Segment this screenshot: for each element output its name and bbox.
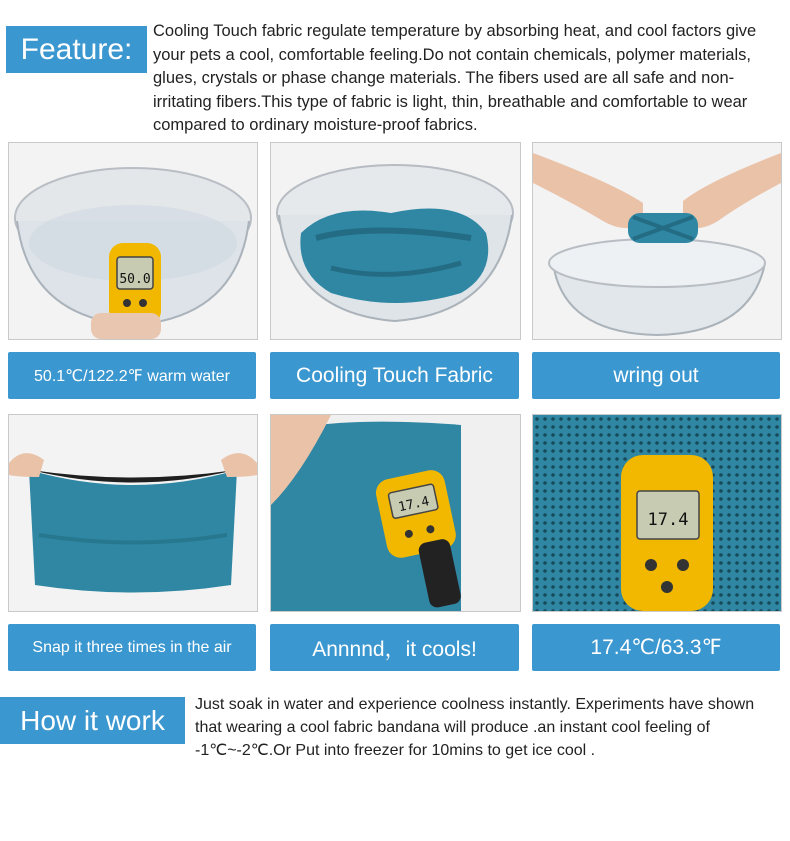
feature-badge — [6, 26, 147, 73]
caption-text: Cooling Touch Fabric — [296, 363, 493, 387]
caption-text: 50.1℃/122.2℉ warm water — [34, 367, 230, 385]
thermometer-reading: 17.4 — [647, 510, 689, 530]
feature-title: Feature: — [20, 32, 133, 66]
caption-cooling-touch-fabric — [270, 352, 519, 399]
photo-thermometer-on-fabric — [270, 414, 521, 612]
caption-text: Annnnd，it cools! — [312, 637, 477, 661]
caption-wring-out — [532, 352, 780, 399]
caption-temperature — [532, 624, 780, 671]
caption-it-cools — [270, 624, 519, 671]
thermometer-reading: 50.0 — [119, 272, 151, 287]
caption-text: 17.4℃/63.3℉ — [590, 636, 722, 659]
caption-warm-water — [8, 352, 256, 399]
photo-warm-water-bowl — [8, 142, 258, 340]
photo-thermometer-closeup — [532, 414, 782, 612]
caption-snap — [8, 624, 256, 671]
how-description: Just soak in water and experience coolness instantly. Experiments have shown that wearing a cool fabric bandana will produce .an instant cool feeling of -1℃~-2℃.Or Put into freezer for 10mins to get ice cool . — [195, 696, 755, 759]
caption-text: Snap it three times in the air — [32, 638, 232, 656]
photo-snap-fabric — [8, 414, 258, 612]
thermometer-reading: 17.4 — [397, 494, 431, 516]
feature-description: Cooling Touch fabric regulate temperature by absorbing heat, and cool factors give your pets a cool, comfortable feeling.Do not contain chemicals, polymer materials, glues, crystals or phase change materials. The fibers used are all safe and non-irritating fibers.This type of fabric is light, thin, breathable and comfortable to wear compared to ordinary moisture-proof fabrics. — [153, 22, 757, 134]
how-title: How it work — [20, 704, 165, 736]
photo-fabric-in-bowl — [270, 142, 521, 340]
how-it-work-badge — [0, 697, 185, 744]
photo-wring-out — [532, 142, 782, 340]
caption-text: wring out — [613, 363, 699, 387]
